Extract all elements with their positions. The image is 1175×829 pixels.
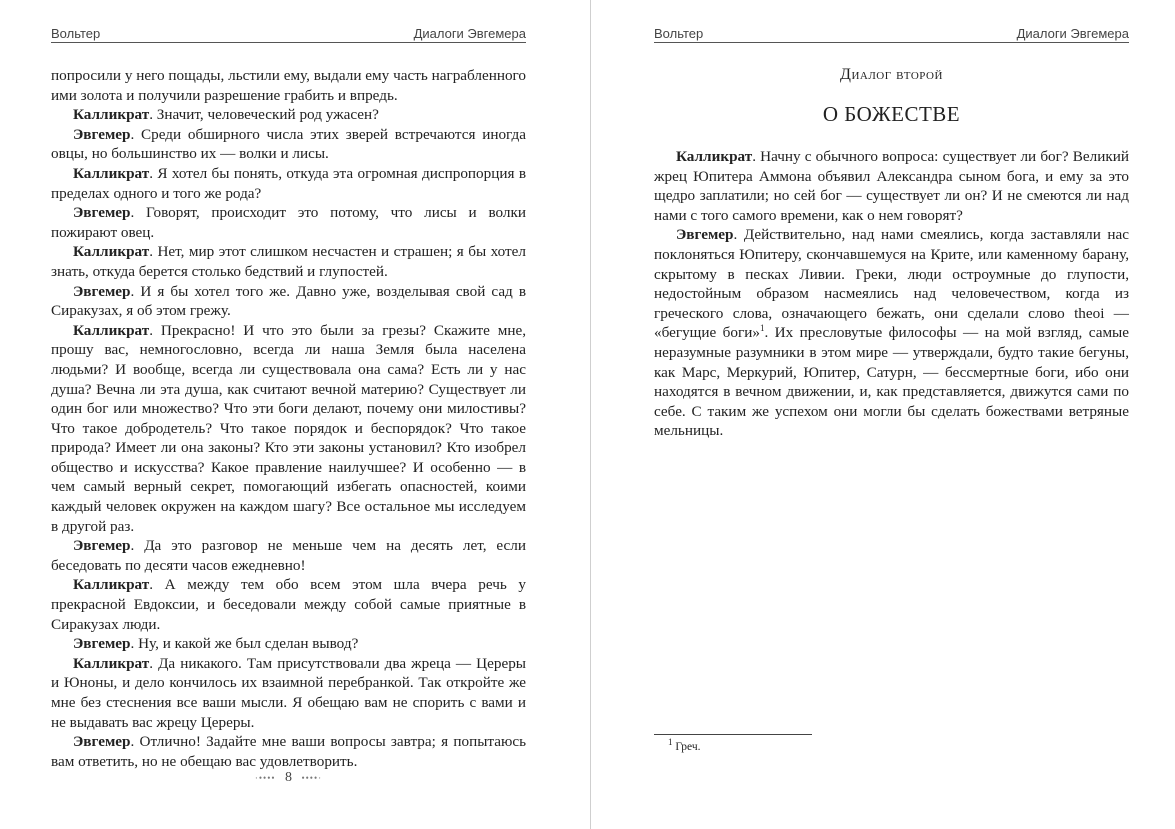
paragraph: [51, 536, 526, 575]
paragraph: [51, 66, 526, 105]
paragraph: [51, 282, 526, 321]
paragraph-text: . Начну с обычного вопроса: существует ли бог? Великий жрец Юпитера Аммона объявил Александра сыном бога, и ему за это щедро заплатили; но сей бог — существует ли он? И не смеются ли над нами с того самого времени, как о нем говорят?: [654, 148, 1129, 224]
paragraph: [51, 242, 526, 281]
running-head-author: Вольтер: [654, 26, 704, 41]
footnote: [668, 737, 701, 753]
speaker-name: Калликрат: [73, 654, 150, 672]
left-body-text: [51, 66, 526, 771]
paragraph-text: попросили у него пощады, льстили ему, выдали ему часть награбленного ими золота и получили разрешение грабить и впредь.: [51, 67, 526, 104]
paragraph-text: . Значит, человеческий род ужасен?: [149, 106, 379, 124]
footnote-rule: [654, 734, 812, 735]
footnote-reference[interactable]: 1: [759, 323, 765, 334]
paragraph-text: . А между тем обо всем этом шла вчера речь у прекрасной Евдоксии, и беседовали между собой самые приятные в Сиракузах люди.: [51, 576, 526, 633]
paragraph: [51, 634, 526, 654]
paragraph-text: . Среди обширного числа этих зверей встречаются иногда овцы, но большинство их — волки и лисы.: [51, 125, 526, 163]
paragraph: [51, 203, 526, 242]
speaker-name: Эвгемер: [73, 635, 131, 653]
speaker-name: Калликрат: [73, 576, 150, 594]
right-page: [654, 0, 1129, 829]
paragraph: [654, 225, 1129, 441]
running-head-author: Вольтер: [51, 26, 101, 41]
speaker-name: Эвгемер: [73, 204, 131, 222]
speaker-name: Эвгемер: [73, 733, 131, 751]
left-page: [51, 0, 526, 829]
running-head-title: Диалоги Эвгемера: [1016, 26, 1129, 41]
speaker-name: Эвгемер: [676, 226, 734, 244]
paragraph: [51, 321, 526, 537]
speaker-name: Калликрат: [676, 148, 753, 165]
paragraph-text: . И я бы хотел того же. Давно уже, возделывая свой сад в Сиракузах, я об этом грежу.: [51, 282, 526, 320]
paragraph-text: . Да никакого. Там присутствовали два жреца — Цереры и Юноны, и дело кончилось их взаимной перебранкой. Так откройте же мне без стеснения все ваши мысли. Я обещаю вам не спорить с вами и не выдавать вас жрецу Цереры.: [51, 654, 526, 731]
section-title: О БОЖЕСТВЕ: [822, 102, 961, 126]
paragraph-text: . Да это разговор не меньше чем на десять лет, если беседовать по десяти часов ежедневно!: [51, 537, 526, 574]
dialog-title: Диалог второй: [840, 66, 943, 83]
folio-ornament-left: ·••••: [254, 772, 276, 783]
page-number: 8: [285, 770, 292, 785]
page-folio: [51, 770, 526, 786]
running-head: [51, 26, 526, 43]
running-head-title: Диалоги Эвгемера: [413, 26, 526, 41]
speaker-name: Эвгемер: [73, 282, 131, 300]
paragraph-text: . Действительно, над нами смеялись, когда заставляли нас поклоняться Юпитеру, скончавшемуся на Крите, или каменному барану, скрытому в песках Ливии. Греки, люди остроумные до глупости, недостойным образом насмеялись над человечеством, когда из греческого слова, означающего бежать, они сделали слово theoi — «бегущие боги»: [654, 226, 1129, 342]
paragraph-text: . Нет, мир этот слишком несчастен и страшен; я бы хотел знать, откуда берется столько бедствий и глупостей.: [51, 243, 526, 280]
paragraph-text: . Говорят, происходит это потому, что лисы и волки пожирают овец.: [51, 204, 526, 241]
speaker-name: Калликрат: [73, 321, 150, 339]
paragraph-text: . Отлично! Задайте мне ваши вопросы завтра; я попытаюсь вам ответить, но не обещаю вас удовлетворить.: [51, 733, 526, 770]
speaker-name: Калликрат: [73, 164, 150, 182]
paragraph-text: . Прекрасно! И что это были за грезы? Скажите мне, прошу вас, немногословно, всегда ли наша Земля была населена людьми? И вообще, всегда ли существовала она сама? Есть ли у нас душа? Вечна ли эта душа, как считают вечной материю? Существует ли один бог или множество? Что эти боги делают, почему они милостивы? Что такое добродетель? Что такое порядок и беспорядок? Что такое природа? Имеет ли она законы? Кто эти законы установил? Кто изобрел общество и искусства? Какое правление наилучшее? И особенно — в чем самый верный секрет, помогающий избегать опасностей, коими каждый человек окружен на каждом шагу? Все остальное мы исследуем в другой раз.: [51, 321, 526, 535]
running-head: [654, 26, 1129, 43]
paragraph: [51, 164, 526, 203]
paragraph: [51, 575, 526, 634]
paragraph: [654, 147, 1129, 225]
paragraph: [51, 654, 526, 732]
speaker-name: Калликрат: [73, 106, 150, 124]
paragraph-text: . Ну, и какой же был сделан вывод?: [130, 635, 359, 653]
speaker-name: Калликрат: [73, 243, 150, 261]
paragraph-text: . Их пресловутые философы — на мой взгляд, самые неразумные разумники в этом мире — утверждали, будто такие бегуны, как Марс, Меркурий, Юпитер, Сатурн, — бессмертные боги, ибо они находятся в вечном движении, и, как представляется, движутся сами по себе. С таким же успехом они могли бы сделать божествами ветряные мельницы.: [654, 324, 1129, 440]
paragraph: [51, 732, 526, 771]
right-body-text: [654, 147, 1129, 441]
speaker-name: Эвгемер: [73, 537, 131, 555]
paragraph-text: . Я хотел бы понять, откуда эта огромная диспропорция в пределах одного и того же рода?: [51, 164, 526, 202]
footnote-mark: 1: [668, 737, 673, 748]
page-gutter: [590, 0, 591, 829]
paragraph: [51, 105, 526, 125]
speaker-name: Эвгемер: [73, 125, 131, 143]
folio-ornament-right: ••••·: [301, 772, 323, 783]
paragraph: [51, 125, 526, 164]
footnote-text: Греч.: [672, 741, 701, 753]
